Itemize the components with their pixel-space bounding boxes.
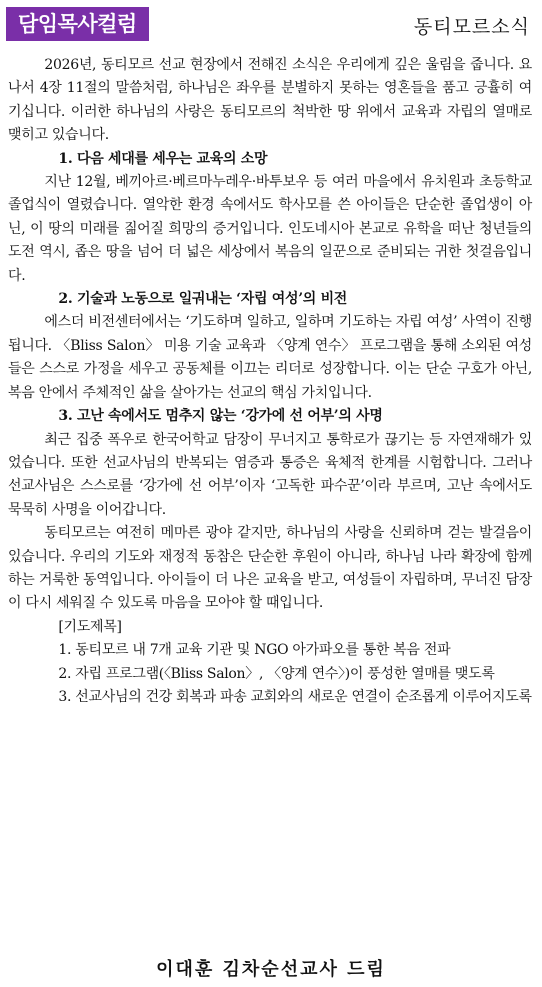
section-3-heading: 3. 고난 속에서도 멈추지 않는 ‘강가에 선 어부’의 사명 [58,408,383,425]
column-header [0,0,542,44]
prayer-title: [기도제목] [58,618,122,635]
column-badge: 담임목사컬럼 [6,7,149,41]
prayer-item: 1. 동티모르 내 7개 교육 기관 및 NGO 아가파오를 통한 복음 전파 [58,642,451,659]
closing-paragraph: 동티모르는 여전히 메마른 광야 같지만, 하나님의 사랑을 신뢰하며 걷는 발걸음이 있습니다. 우리의 기도와 재정적 동참은 단순한 후원이 아니라, 하나님 나라 확장에 함께하는 거룩한 동역입니다. 아이들이 더 나은 교육을 받고, 여성들이 자립하며, 무너진 담장이 다시 세워질 수 있도록 마음을 모아야 할 때입니다. [8,525,532,612]
section-3-paragraph: 최근 집중 폭우로 한국어학교 담장이 무너지고 통학로가 끊기는 등 자연재해가 있었습니다. 또한 선교사님의 반복되는 염증과 통증은 육체적 한계를 시험합니다. 그러나 선교사님은 스스로를 ‘강가에 선 어부’이자 ‘고독한 파수꾼’이라 부르며, 고난 속에서도 묵묵히 사명을 이어갑니다. [8,431,532,518]
signature: 이대훈 김차순선교사 드림 [156,959,386,980]
section-title: 동티모르소식 [413,16,530,38]
section-1-heading: 1. 다음 세대를 세우는 교육의 소망 [58,150,268,167]
intro-paragraph: 2026년, 동티모르 선교 현장에서 전해진 소식은 우리에게 깊은 울림을 줍니다. 요나서 4장 11절의 말씀처럼, 하나님은 좌우를 분별하지 못하는 영혼들을 품고 긍휼히 여기십니다. 이러한 하나님의 사랑은 동티모르의 척박한 땅 위에서 교육과 자립의 열매로 맺히고 있습니다. [8,57,532,144]
prayer-item: 2. 자립 프로그램(〈Bliss Salon〉, 〈양계 연수〉)이 풍성한 열매를 맺도록 [58,665,495,682]
section-1-paragraph: 지난 12월, 베끼아르·베르마누레우·바투보우 등 여러 마을에서 유치원과 초등학교 졸업식이 열렸습니다. 열악한 환경 속에서도 학사모를 쓴 아이들은 단순한 졸업생이 아닌, 이 땅의 미래를 짊어질 희망의 증거입니다. 인도네시아 본교로 유학을 떠난 청년들의 도전 역시, 좁은 땅을 넘어 더 넓은 세상에서 복음의 일꾼으로 준비되는 귀한 첫걸음입니다. [8,174,532,284]
article-body [8,54,532,709]
section-2-heading: 2. 기술과 노동으로 일궈내는 ‘자립 여성’의 비전 [58,291,348,308]
section-2-paragraph: 에스더 비전센터에서는 ‘기도하며 일하고, 일하며 기도하는 자립 여성’ 사역이 진행됩니다. 〈Bliss Salon〉 미용 기술 교육과 〈양계 연수〉 프로그램을 통해 소외된 여성들은 스스로 가정을 세우고 공동체를 이끄는 리더로 성장합니다. 이는 단순 구호가 아닌, 복음 안에서 주체적인 삶을 살아가는 선교의 핵심 가치입니다. [8,314,532,401]
prayer-item: 3. 선교사님의 건강 회복과 파송 교회와의 새로운 연결이 순조롭게 이루어지도록 [58,688,532,705]
